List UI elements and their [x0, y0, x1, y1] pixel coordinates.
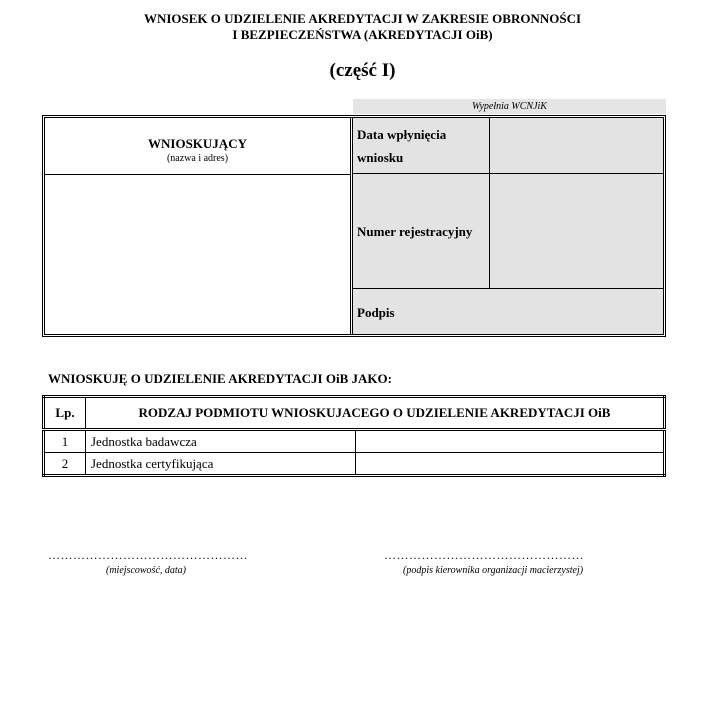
place-date-caption: (miejscowość, data)	[106, 565, 186, 576]
date-received-field[interactable]	[490, 118, 663, 173]
applicant-cell[interactable]	[45, 118, 353, 334]
filled-by-note: Wypełnia WCNJiK	[353, 99, 666, 114]
registration-number-label: Numer rejestracyjny	[357, 224, 473, 239]
column-header-no: Lp.	[44, 397, 86, 430]
entity-type-label: Jednostka badawcza	[86, 430, 356, 453]
entity-type-selection-cell[interactable]	[356, 453, 665, 476]
place-date-line[interactable]: …………………………………………	[48, 548, 248, 562]
row-number: 2	[44, 453, 86, 476]
date-received-label-line1: Data wpłynięcia	[357, 127, 447, 142]
part-label: (część I)	[329, 60, 396, 81]
request-heading: WNIOSKUJĘ O UDZIELENIE AKREDYTACJI OiB JAKO:	[48, 371, 392, 386]
applicant-header	[45, 118, 350, 175]
date-received-label	[357, 123, 446, 169]
applicant-registry-box	[42, 115, 666, 337]
applicant-label: WNIOSKUJĄCY	[148, 136, 247, 151]
registry-area	[353, 118, 663, 334]
signature-label: Podpis	[357, 305, 395, 320]
column-header-type: RODZAJ PODMIOTU WNIOSKUJACEGO O UDZIELENIE AKREDYTACJI OiB	[86, 397, 665, 430]
table-row	[44, 430, 665, 453]
registration-number-field[interactable]	[490, 174, 663, 288]
form-title-line1: WNIOSEK O UDZIELENIE AKREDYTACJI W ZAKRESIE OBRONNOŚCI	[143, 11, 582, 26]
row-number: 1	[44, 430, 86, 453]
entity-type-selection-cell[interactable]	[356, 430, 665, 453]
divider	[353, 288, 663, 289]
form-title-line2: I BEZPIECZEŃSTWA (AKREDYTACJI OiB)	[232, 27, 493, 42]
applicant-sublabel: (nazwa i adres)	[166, 153, 229, 164]
date-received-label-line2: wniosku	[357, 150, 404, 165]
manager-signature-caption: (podpis kierownika organizacji macierzystej)	[403, 565, 584, 576]
table-header-row	[44, 397, 665, 430]
table-row	[44, 453, 665, 476]
manager-signature-line[interactable]: …………………………………………	[384, 548, 584, 562]
entity-type-table	[42, 395, 666, 477]
entity-type-label: Jednostka certyfikująca	[86, 453, 356, 476]
